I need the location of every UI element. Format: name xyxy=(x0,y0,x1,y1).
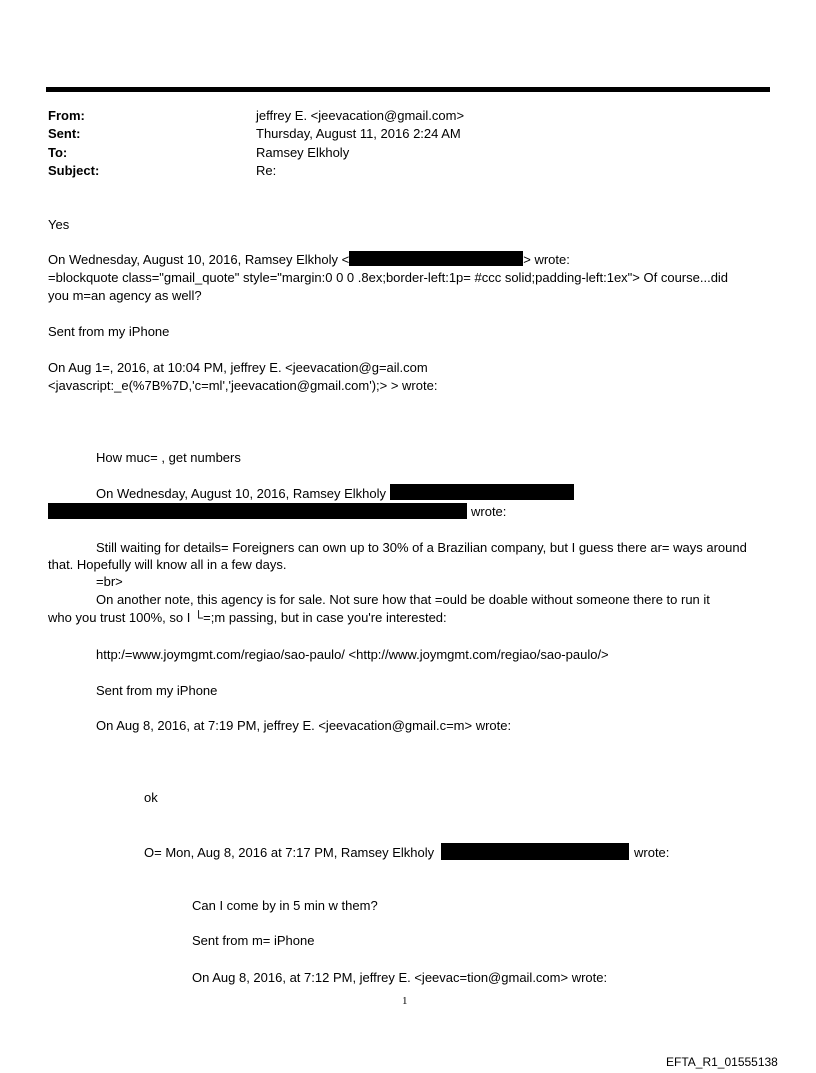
quote5-wrote: wrote: xyxy=(634,845,670,860)
redaction-block xyxy=(349,251,523,266)
quote3-intro: On Wednesday, August 10, 2016, Ramsey Elkholy xyxy=(96,486,387,501)
redaction-block xyxy=(48,503,467,519)
details-line1: Still waiting for details= Foreigners can own up to 30% of a Brazilian company, but I guess there ar= ways around xyxy=(96,540,747,555)
document-id: EFTA_R1_01555138 xyxy=(666,1055,778,1069)
signature-iphone-3: Sent from m= iPhone xyxy=(192,933,315,948)
agency-link: http:/=www.joymgmt.com/regiao/sao-paulo/ <http://www.joymgmt.com/regiao/sao-paulo/> xyxy=(96,647,609,662)
how-much-text: How muc= , get numbers xyxy=(96,450,241,465)
redaction-block xyxy=(441,843,629,860)
page-number: 1 xyxy=(402,995,408,1007)
details-line2: that. Hopefully will know all in a few days. xyxy=(48,557,287,572)
sent-label: Sent: xyxy=(48,126,81,141)
quote1-line3: you m=an agency as well? xyxy=(48,288,202,303)
ok-text: ok xyxy=(144,790,158,805)
sent-value: Thursday, August 11, 2016 2:24 AM xyxy=(256,126,461,141)
quote2-intro-line2: <javascript:_e(%7B%7D,'c=ml','jeevacation@gmail.com');> > wrote: xyxy=(48,378,438,393)
br-tag-text: =br> xyxy=(96,574,123,589)
reply-text: Yes xyxy=(48,217,70,232)
signature-iphone-2: Sent from my iPhone xyxy=(96,683,218,698)
quote1-line2: =blockquote class="gmail_quote" style="margin:0 0 0 .8ex;border-left:1p= #ccc solid;padding-left:1ex"> Of course...did xyxy=(48,270,729,285)
quote3-wrote: wrote: xyxy=(471,504,507,519)
subject-label: Subject: xyxy=(48,163,100,178)
quote5-intro: O= Mon, Aug 8, 2016 at 7:17 PM, Ramsey Elkholy xyxy=(144,845,435,860)
to-value: Ramsey Elkholy xyxy=(256,145,350,160)
can-i-come-text: Can I come by in 5 min w them? xyxy=(192,898,378,913)
quote2-intro-line1: On Aug 1=, 2016, at 10:04 PM, jeffrey E. <jeevacation@g=ail.com xyxy=(48,360,428,375)
header-divider xyxy=(46,87,770,92)
from-label: From: xyxy=(48,108,85,123)
from-value: jeffrey E. <jeevacation@gmail.com> xyxy=(256,108,465,123)
agency-line1: On another note, this agency is for sale. Not sure how that =ould be doable without someone there to run it xyxy=(96,592,710,607)
subject-value: Re: xyxy=(256,163,277,178)
quote1-intro-start: On Wednesday, August 10, 2016, Ramsey Elkholy < xyxy=(48,252,350,267)
agency-line2: who you trust 100%, so I └=;m passing, but in case you're interested: xyxy=(48,610,447,625)
quote6-intro: On Aug 8, 2016, at 7:12 PM, jeffrey E. <jeevac=tion@gmail.com> wrote: xyxy=(192,970,608,985)
quote1-intro xyxy=(48,251,570,269)
quote4-intro: On Aug 8, 2016, at 7:19 PM, jeffrey E. <jeevacation@gmail.c=m> wrote: xyxy=(96,718,512,733)
signature-iphone-1: Sent from my iPhone xyxy=(48,324,170,339)
quote1-intro-end: > wrote: xyxy=(523,252,570,267)
to-label: To: xyxy=(48,145,68,160)
redaction-block xyxy=(390,484,574,500)
